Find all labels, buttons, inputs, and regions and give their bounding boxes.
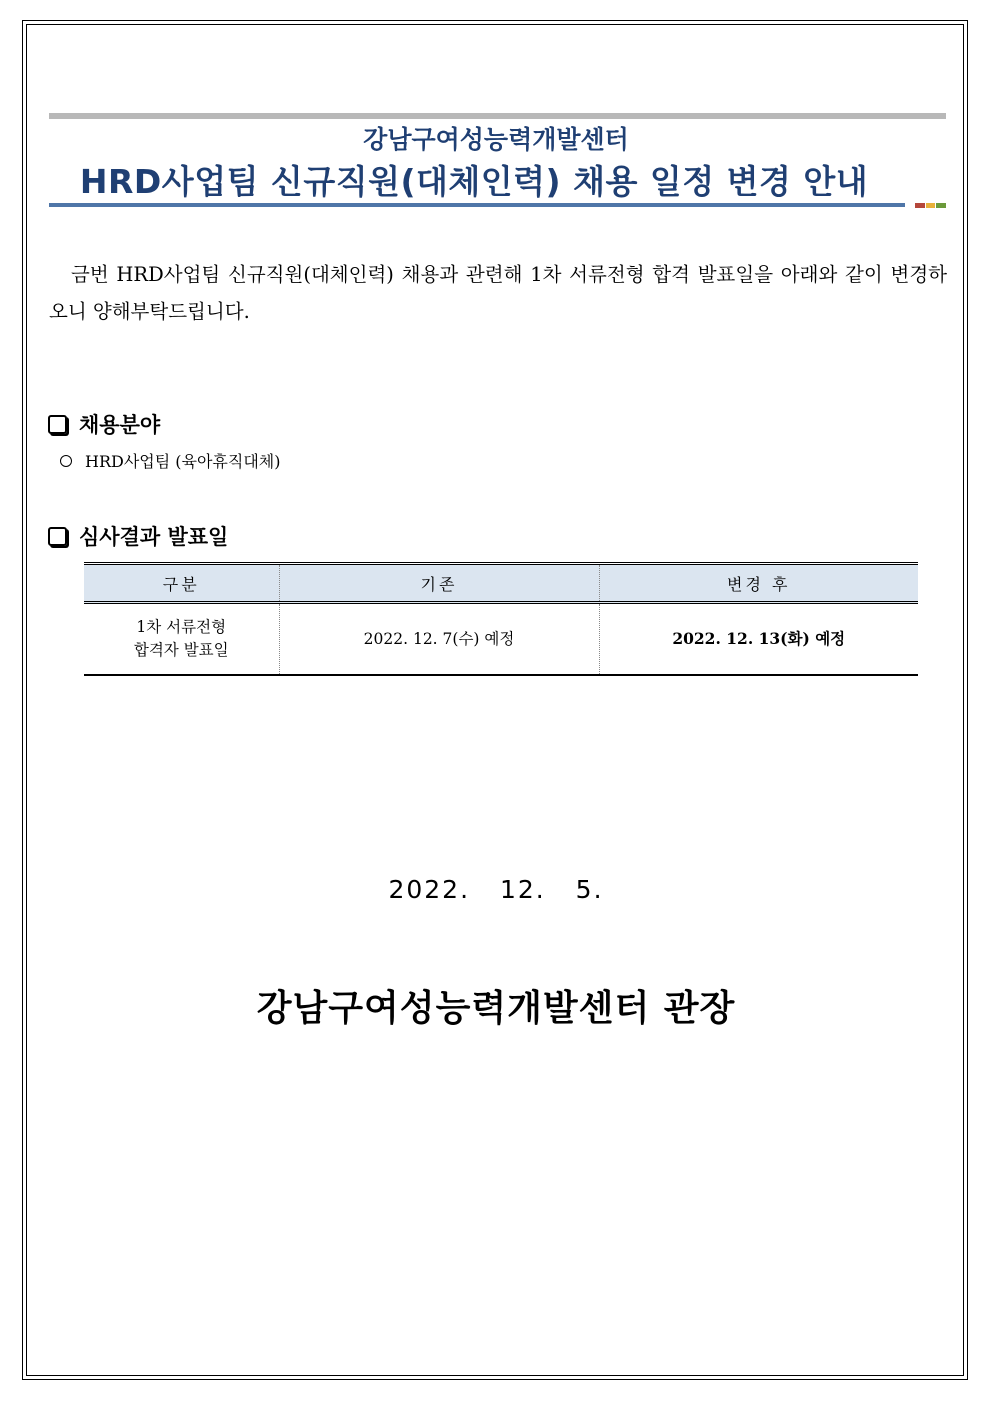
page-border-inner [26,24,964,1376]
table-header-before: 기존 [279,564,599,603]
document-date: 2022. 12. 5. [388,875,604,904]
signature: 강남구여성능력개발센터 관장 [256,988,736,1029]
intro-paragraph [49,256,947,330]
schedule-table [84,562,918,676]
accent-squares [915,203,947,208]
section-heading-field [48,409,160,439]
table-header-row [84,564,918,603]
section-heading-field-label: 채용분야 [79,412,161,437]
section-heading-result-label: 심사결과 발표일 [79,524,229,549]
field-item-text: HRD사업팀 (육아휴직대체) [85,452,281,471]
table-header-category: 구분 [84,564,279,603]
header-top-rule [49,113,946,119]
cell-before: 2022. 12. 7(수) 예정 [279,603,599,676]
cell-after [599,603,918,676]
accent-square-red [915,203,925,208]
cell-category-line1: 1차 서류전형 [136,618,227,636]
field-item [60,449,281,472]
circle-bullet-icon [60,455,72,467]
cell-after-text: 2022. 12. 13(화) 예정 [672,629,846,648]
cell-category [84,603,279,676]
square-bullet-icon [48,527,67,546]
title-underline [49,203,905,207]
cell-category-line2: 합격자 발표일 [133,641,229,659]
section-heading-result [48,521,228,551]
accent-square-yellow [926,203,936,208]
document-title: HRD사업팀 신규직원(대체인력) 채용 일정 변경 안내 [79,162,869,201]
accent-square-green [936,203,946,208]
table-row [84,603,918,676]
intro-text: 금번 HRD사업팀 신규직원(대체인력) 채용과 관련해 1차 서류전형 합격 발표일을 아래와 같이 변경하오니 양해부탁드립니다. [49,263,947,323]
square-bullet-icon [48,415,67,434]
org-name: 강남구여성능력개발센터 [363,125,629,154]
table-header-after: 변경 후 [599,564,918,603]
